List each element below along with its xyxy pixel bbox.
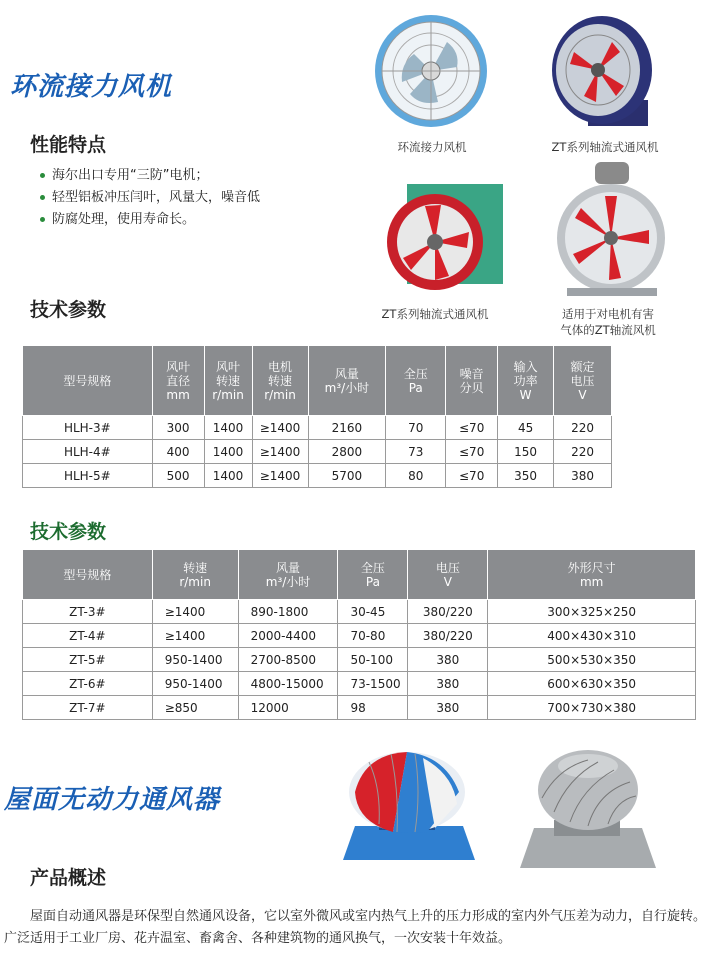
fan-image-zt-red [385,180,503,298]
cell: 1400 [204,416,252,440]
ventilator-image-silver [518,748,658,873]
caption-fan3: ZT系列轴流式通风机 [381,307,489,321]
cell: 12000 [238,696,338,720]
table-row [23,672,696,696]
cell: 70 [386,416,446,440]
ventilator-image-colored [335,748,480,866]
cell: ≥1400 [152,624,238,648]
cell: 220 [554,440,612,464]
features-heading: 性能特点 [30,134,107,156]
cell: 380 [408,648,488,672]
fan-image-circulation [372,12,490,130]
features-list [38,165,260,231]
cell: ≤70 [446,440,498,464]
cell: 2160 [308,416,386,440]
th: 转速 r/min [152,550,238,600]
cell: ≥1400 [252,440,308,464]
th: 风叶 转速 r/min [204,346,252,416]
cell: 500 [152,464,204,488]
cell: ≥1400 [252,464,308,488]
cell: ≤70 [446,416,498,440]
cell: 380 [408,696,488,720]
table-row [23,440,612,464]
cell: ZT-5# [23,648,153,672]
cell: 400 [152,440,204,464]
feature-item: 轻型铝板冲压闫叶，风量大，噪音低 [38,187,260,209]
cell: 80 [386,464,446,488]
th: 型号规格 [23,346,153,416]
cell: 73 [386,440,446,464]
caption-fan2: ZT系列轴流式通风机 [551,140,659,154]
cell: 45 [498,416,554,440]
overview-heading: 产品概述 [30,867,107,889]
section-title-circulation-fan: 环流接力风机 [10,72,173,102]
cell: 220 [554,416,612,440]
cell: 380 [554,464,612,488]
caption-fan1: 环流接力风机 [397,140,467,154]
table-row [23,648,696,672]
th: 额定 电压 V [554,346,612,416]
cell: ZT-7# [23,696,153,720]
table-row [23,624,696,648]
cell: 98 [338,696,408,720]
table-row [23,416,612,440]
cell: ≥1400 [252,416,308,440]
th: 全压 Pa [338,550,408,600]
section-title-roof-ventilator: 屋面无动力通风器 [4,785,221,815]
cell: HLH-4# [23,440,153,464]
th: 型号规格 [23,550,153,600]
overview-paragraph: 屋面自动通风器是环保型自然通风设备，它以室外微风或室内热气上升的压力形成的室内外气压差为动力，自行旋转。广泛适用于工业厂房、花卉温室、畜禽舍、各种建筑物的通风换气，一次安装十年效益。 [4,909,707,946]
th: 风量 m³/小时 [238,550,338,600]
cell: 950-1400 [152,648,238,672]
cell: 890-1800 [238,600,338,624]
cell: 2000-4400 [238,624,338,648]
cell: 1400 [204,440,252,464]
th: 风叶 直径 mm [152,346,204,416]
cell: 300 [152,416,204,440]
cell: ≤70 [446,464,498,488]
cell: 380/220 [408,624,488,648]
spec-table-hlh [22,345,612,488]
cell: 1400 [204,464,252,488]
cell: ZT-3# [23,600,153,624]
cell: 150 [498,440,554,464]
th: 电压 V [408,550,488,600]
caption-fan4-line2: 气体的ZT轴流风机 [560,323,656,337]
th: 全压 Pa [386,346,446,416]
th: 外形尺寸 mm [488,550,696,600]
cell: 500×530×350 [488,648,696,672]
cell: 73-1500 [338,672,408,696]
cell: 700×730×380 [488,696,696,720]
cell: 950-1400 [152,672,238,696]
cell: 380 [408,672,488,696]
cell: 5700 [308,464,386,488]
th: 风量 m³/小时 [308,346,386,416]
table1-title: 技术参数 [30,299,107,321]
cell: HLH-3# [23,416,153,440]
feature-item: 海尔出口专用“三防”电机； [38,165,260,187]
cell: 2800 [308,440,386,464]
cell: ZT-4# [23,624,153,648]
caption-fan4-line1: 适用于对电机有害 [562,307,654,321]
spec-table-zt [22,549,696,720]
table-row [23,696,696,720]
cell: 2700-8500 [238,648,338,672]
table-row [23,464,612,488]
cell: ZT-6# [23,672,153,696]
table2-header-row [23,550,696,600]
cell: 30-45 [338,600,408,624]
cell: 600×630×350 [488,672,696,696]
cell: 350 [498,464,554,488]
cell: 70-80 [338,624,408,648]
cell: ≥850 [152,696,238,720]
fan-image-zt-silver [555,160,673,300]
caption-fan4 [548,306,668,338]
table-row [23,600,696,624]
cell: 400×430×310 [488,624,696,648]
cell: 300×325×250 [488,600,696,624]
feature-item: 防腐处理，使用寿命长。 [38,209,260,231]
th: 电机 转速 r/min [252,346,308,416]
table2-title: 技术参数 [30,521,107,543]
th: 噪音 分贝 [446,346,498,416]
cell: HLH-5# [23,464,153,488]
cell: ≥1400 [152,600,238,624]
fan-image-zt-blue [540,12,668,132]
table1-header-row [23,346,612,416]
cell: 50-100 [338,648,408,672]
cell: 4800-15000 [238,672,338,696]
th: 输入 功率 W [498,346,554,416]
cell: 380/220 [408,600,488,624]
